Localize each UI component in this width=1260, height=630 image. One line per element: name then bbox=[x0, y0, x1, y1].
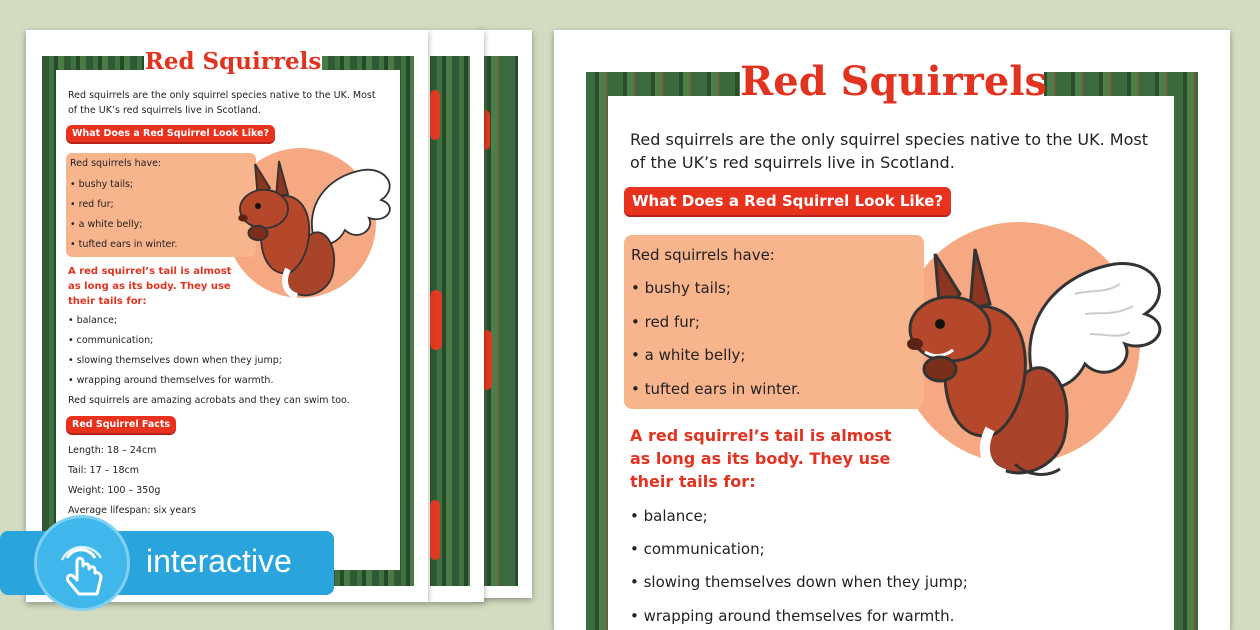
back-page-3 bbox=[478, 30, 532, 598]
tap-hand-icon bbox=[34, 515, 130, 611]
left-section-heading: What Does a Red Squirrel Look Like? bbox=[66, 125, 275, 142]
left-fact: Length: 18 – 24cm bbox=[68, 445, 157, 456]
left-feature-item: • bushy tails; bbox=[70, 179, 134, 190]
left-tail-use: • communication; bbox=[68, 335, 154, 346]
left-intro-line-2: of the UK’s red squirrels live in Scotland. bbox=[68, 105, 261, 116]
feature-item: • red fur; bbox=[631, 313, 700, 331]
intro-line-1: Red squirrels are the only squirrel species native to the UK. Most bbox=[630, 130, 1148, 149]
have-label: Red squirrels have: bbox=[631, 246, 775, 264]
tail-use-item: • slowing themselves down when they jump; bbox=[630, 573, 968, 591]
left-feature-item: • red fur; bbox=[70, 199, 114, 210]
left-feature-item: • a white belly; bbox=[70, 219, 143, 230]
left-have-label: Red squirrels have: bbox=[70, 158, 162, 169]
tail-note-line: A red squirrel’s tail is almost bbox=[630, 426, 892, 445]
feature-item: • tufted ears in winter. bbox=[631, 380, 801, 398]
left-fact: Weight: 100 – 350g bbox=[68, 485, 161, 496]
left-tail-use: • slowing themselves down when they jump; bbox=[68, 355, 282, 366]
interactive-label: interactive bbox=[146, 543, 292, 579]
feature-item: • bushy tails; bbox=[631, 279, 731, 297]
feature-item: • a white belly; bbox=[631, 346, 746, 364]
left-intro-line-1: Red squirrels are the only squirrel species native to the UK. Most bbox=[68, 90, 376, 101]
interactive-badge[interactable] bbox=[0, 531, 334, 595]
tail-use-item: • balance; bbox=[630, 507, 708, 525]
back-page-2 bbox=[428, 30, 484, 602]
tail-note-line: their tails for: bbox=[630, 472, 756, 491]
left-facts-heading: Red Squirrel Facts bbox=[66, 416, 176, 433]
left-feature-item: • tufted ears in winter. bbox=[70, 239, 178, 250]
tail-use-item: • communication; bbox=[630, 540, 765, 558]
left-tail-use: • wrapping around themselves for warmth. bbox=[68, 375, 274, 386]
left-squirrel-illustration bbox=[224, 152, 394, 302]
intro-line-2: of the UK’s red squirrels live in Scotland. bbox=[630, 153, 955, 172]
left-tail-note: A red squirrel’s tail is almost bbox=[68, 266, 232, 277]
squirrel-illustration bbox=[884, 234, 1166, 484]
left-tail-note: their tails for: bbox=[68, 296, 147, 307]
main-page bbox=[554, 30, 1230, 630]
left-tail-note: as long as its body. They use bbox=[68, 281, 231, 292]
left-tail-use: • balance; bbox=[68, 315, 118, 326]
tail-note-line: as long as its body. They use bbox=[630, 449, 891, 468]
left-page-title: Red Squirrels bbox=[144, 48, 322, 75]
section-heading: What Does a Red Squirrel Look Like? bbox=[624, 187, 951, 215]
left-fact: Average lifespan: six years bbox=[68, 505, 196, 516]
left-acrobats: Red squirrels are amazing acrobats and they can swim too. bbox=[68, 395, 350, 406]
tail-use-item: • wrapping around themselves for warmth. bbox=[630, 607, 955, 625]
page-title: Red Squirrels bbox=[740, 58, 1048, 105]
left-fact: Tail: 17 – 18cm bbox=[68, 465, 139, 476]
